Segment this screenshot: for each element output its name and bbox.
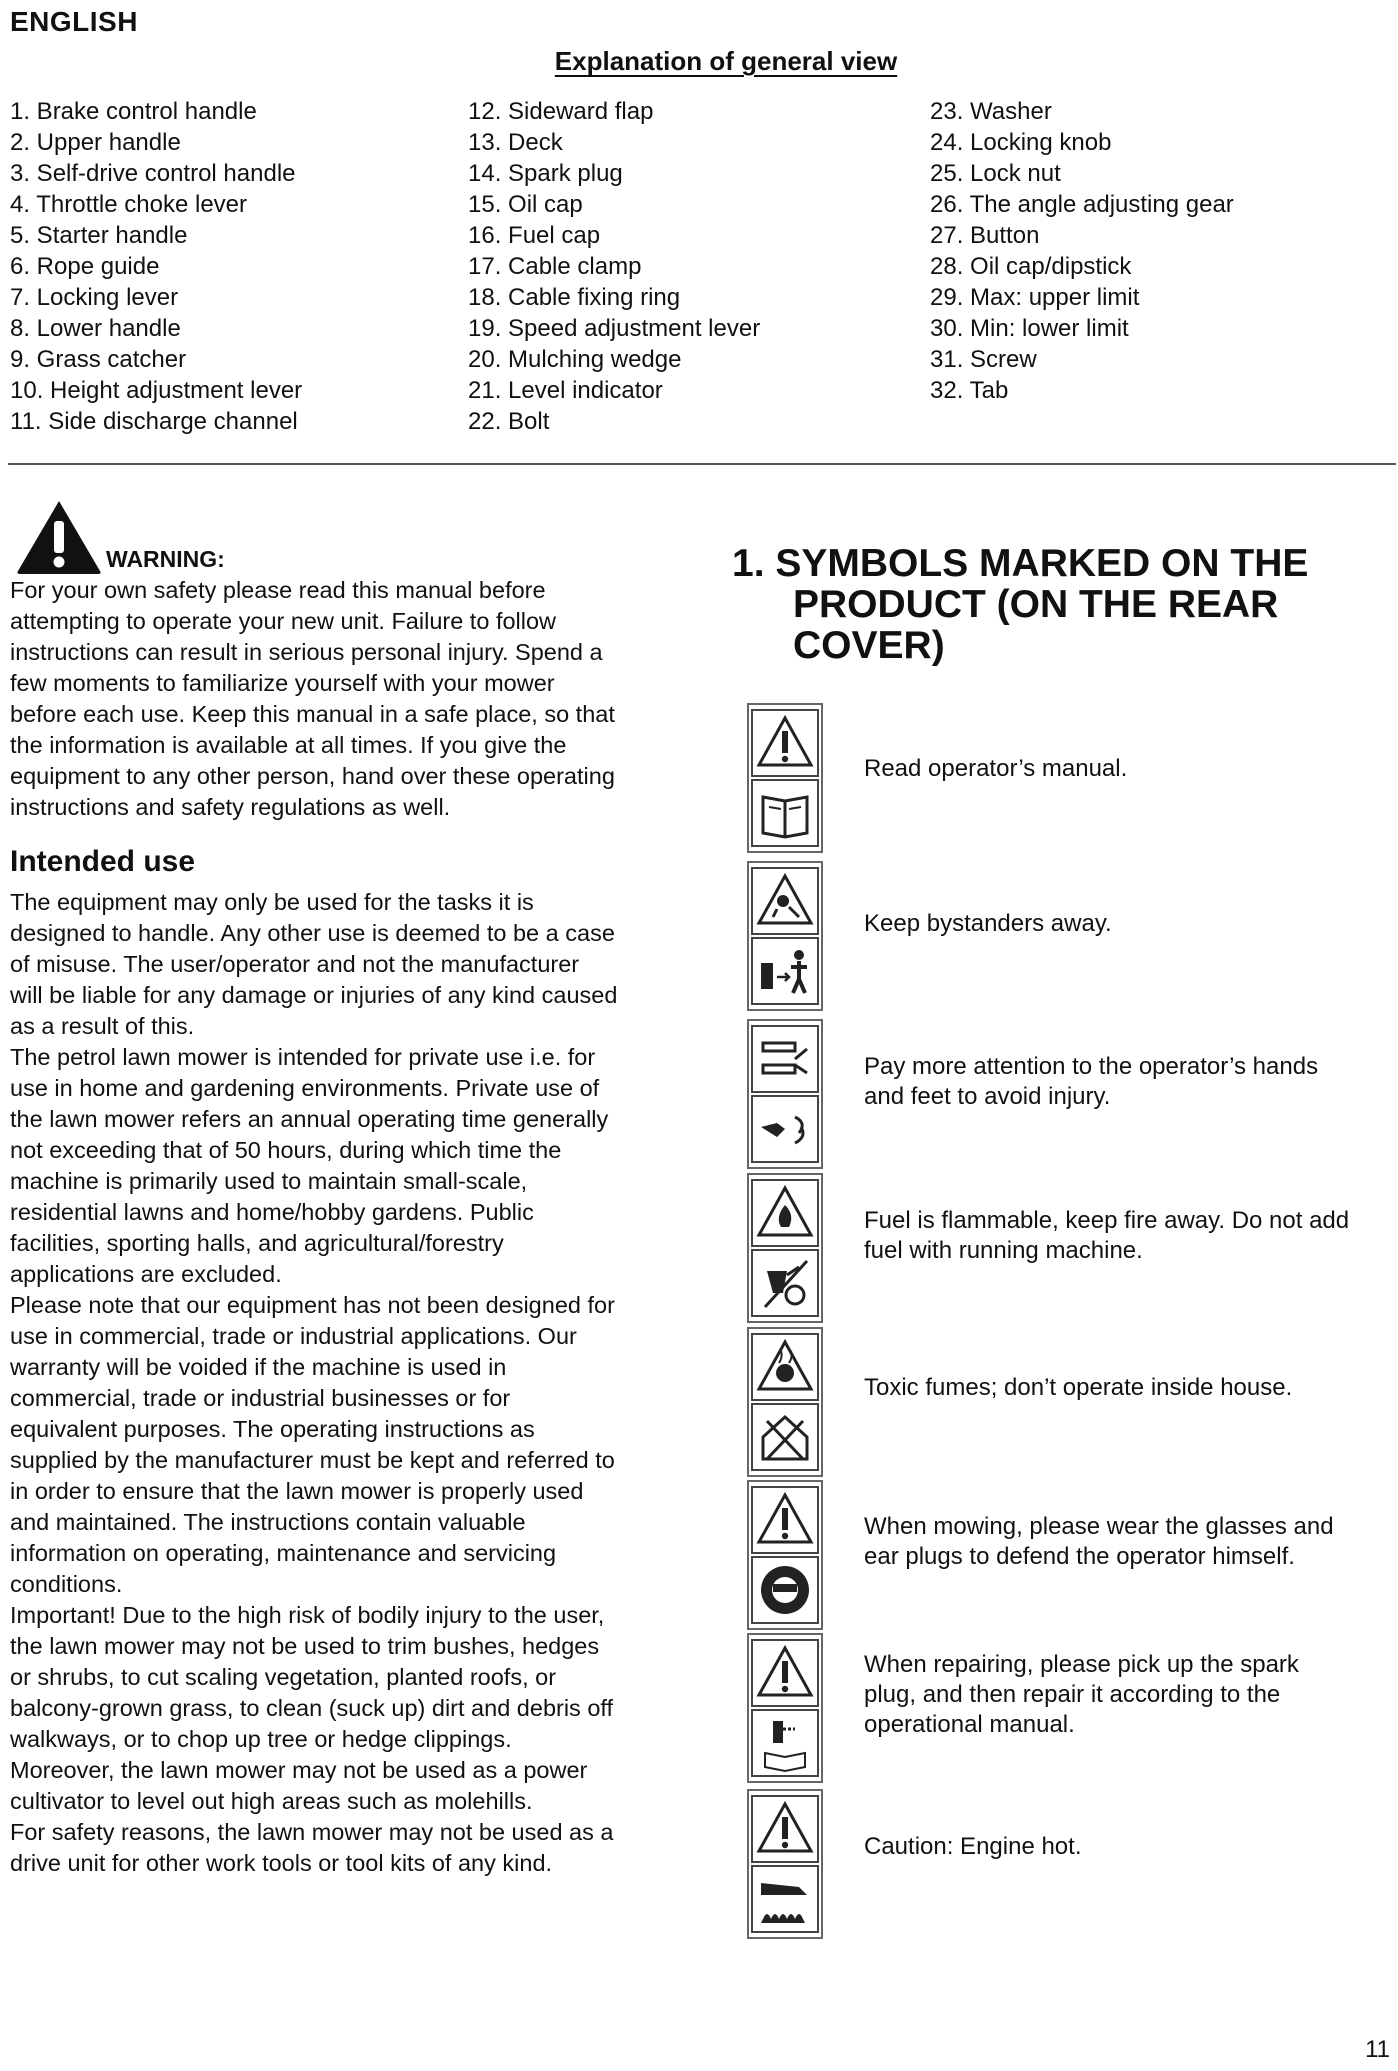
- text-line: When repairing, please pick up the spark: [864, 1651, 1299, 1678]
- hand-blade-icon: [751, 1025, 819, 1093]
- text-line: equivalent purposes. The operating instructions as: [10, 1416, 535, 1442]
- thrown-objects-icon: [751, 867, 819, 935]
- parts-list-item: 29. Max: upper limit: [930, 284, 1140, 311]
- text-line: commercial, trade or industrial businesses or for: [10, 1385, 511, 1411]
- text-line: Fuel is flammable, keep fire away. Do not add: [864, 1207, 1350, 1234]
- hot-surface-icon: [751, 1865, 819, 1933]
- symbol-description: [864, 1206, 1384, 1266]
- parts-list-item: 8. Lower handle: [10, 315, 181, 342]
- parts-list-item: 1. Brake control handle: [10, 98, 257, 125]
- parts-list-item: 25. Lock nut: [930, 160, 1061, 187]
- parts-list-item: 31. Screw: [930, 346, 1037, 373]
- toxic-fumes-icon: [751, 1333, 819, 1401]
- text-line: residential lawns and home/hobby gardens. Public: [10, 1199, 534, 1225]
- text-line: before each use. Keep this manual in a safe place, so that: [10, 701, 615, 727]
- section-divider: [8, 463, 1396, 465]
- foot-blade-icon: [751, 1095, 819, 1163]
- parts-list-item: 20. Mulching wedge: [468, 346, 682, 373]
- text-line: Please note that our equipment has not been designed for: [10, 1292, 615, 1318]
- parts-list-item: 14. Spark plug: [468, 160, 623, 187]
- text-line: fuel with running machine.: [864, 1237, 1143, 1264]
- title-line: PRODUCT (ON THE REAR: [793, 583, 1279, 626]
- parts-list-item: 9. Grass catcher: [10, 346, 187, 373]
- parts-list-item: 6. Rope guide: [10, 253, 160, 280]
- no-refuel-running-icon: [751, 1249, 819, 1317]
- eye-ear-protection-icon: [751, 1556, 819, 1624]
- bystander-distance-icon: [751, 937, 819, 1005]
- general-view-title: Explanation of general view: [554, 46, 898, 76]
- text-line: cultivator to level out high areas such as molehills.: [10, 1788, 533, 1814]
- symbol-description: [864, 909, 1384, 939]
- parts-list-col3: [930, 96, 1234, 406]
- symbol-graphic: [747, 1633, 823, 1783]
- text-line: When mowing, please wear the glasses and: [864, 1513, 1334, 1540]
- warning-triangle-icon: [751, 1795, 819, 1863]
- text-line: of misuse. The user/operator and not the manufacturer: [10, 951, 580, 977]
- text-line: The equipment may only be used for the tasks it is: [10, 889, 534, 915]
- text-line: the information is available at all times. If you give the: [10, 732, 567, 758]
- warning-triangle-icon: [751, 709, 819, 777]
- symbol-description: [864, 1052, 1384, 1112]
- parts-list-item: 3. Self-drive control handle: [10, 160, 296, 187]
- language-label: ENGLISH: [10, 6, 138, 37]
- text-line: drive unit for other work tools or tool kits of any kind.: [10, 1850, 553, 1876]
- text-line: not exceeding that of 50 hours, during which time the: [10, 1137, 562, 1163]
- text-line: Keep bystanders away.: [864, 910, 1112, 937]
- parts-list-item: 21. Level indicator: [468, 377, 663, 404]
- parts-list-item: 15. Oil cap: [468, 191, 583, 218]
- text-line: conditions.: [10, 1571, 123, 1597]
- text-line: and maintained. The instructions contain valuable: [10, 1509, 526, 1535]
- symbol-description: [864, 1832, 1384, 1862]
- text-line: Moreover, the lawn mower may not be used as a power: [10, 1757, 588, 1783]
- text-line: instructions and safety regulations as well.: [10, 794, 451, 820]
- parts-list-item: 23. Washer: [930, 98, 1052, 125]
- text-line: Read operator’s manual.: [864, 755, 1128, 782]
- text-line: The petrol lawn mower is intended for private use i.e. for: [10, 1044, 596, 1070]
- symbol-graphic: [747, 703, 823, 853]
- symbol-graphic: [747, 861, 823, 1011]
- text-line: information on operating, maintenance and servicing: [10, 1540, 557, 1566]
- text-line: ear plugs to defend the operator himself.: [864, 1543, 1295, 1570]
- parts-list-item: 24. Locking knob: [930, 129, 1112, 156]
- symbol-graphic: [747, 1019, 823, 1169]
- text-line: designed to handle. Any other use is deemed to be a case: [10, 920, 615, 946]
- text-line: supplied by the manufacturer must be kept and referred to: [10, 1447, 615, 1473]
- title-line: 1. SYMBOLS MARKED ON THE: [732, 542, 1309, 585]
- symbol-description: [864, 1650, 1384, 1740]
- text-line: attempting to operate your new unit. Failure to follow: [10, 608, 557, 634]
- warning-triangle-icon: [751, 1639, 819, 1707]
- symbol-description: [864, 754, 1384, 784]
- warning-triangle-icon: [14, 497, 104, 575]
- text-line: will be liable for any damage or injuries of any kind caused: [10, 982, 618, 1008]
- parts-list-item: 18. Cable fixing ring: [468, 284, 681, 311]
- intended-use-text: [10, 887, 670, 1879]
- flammable-icon: [751, 1179, 819, 1247]
- text-line: walkways, or to chop up tree or hedge clippings.: [10, 1726, 512, 1752]
- text-line: instructions can result in serious personal injury. Spend a: [10, 639, 603, 665]
- symbol-graphic: [747, 1789, 823, 1939]
- text-line: For your own safety please read this manual before: [10, 577, 546, 603]
- parts-list-item: 32. Tab: [930, 377, 1009, 404]
- symbols-section-title: [732, 543, 1372, 666]
- text-line: in order to ensure that the lawn mower is properly used: [10, 1478, 584, 1504]
- text-line: few moments to familiarize yourself with your mower: [10, 670, 555, 696]
- symbol-description: [864, 1373, 1384, 1403]
- text-line: balcony-grown grass, to clean (suck up) dirt and debris off: [10, 1695, 614, 1721]
- parts-list-item: 13. Deck: [468, 129, 563, 156]
- text-line: the lawn mower refers an annual operating time generally: [10, 1106, 609, 1132]
- text-line: plug, and then repair it according to the: [864, 1681, 1281, 1708]
- text-line: Caution: Engine hot.: [864, 1833, 1082, 1860]
- parts-list-item: 17. Cable clamp: [468, 253, 642, 280]
- text-line: machine is primarily used to maintain small-scale,: [10, 1168, 528, 1194]
- text-line: Important! Due to the high risk of bodily injury to the user,: [10, 1602, 605, 1628]
- text-line: facilities, sporting halls, and agricultural/forestry: [10, 1230, 504, 1256]
- symbol-graphic: [747, 1173, 823, 1323]
- parts-list-col2: [468, 96, 760, 437]
- parts-list-item: 11. Side discharge channel: [10, 408, 298, 435]
- text-line: Pay more attention to the operator’s hands: [864, 1053, 1319, 1080]
- parts-list-item: 19. Speed adjustment lever: [468, 315, 761, 342]
- text-line: and feet to avoid injury.: [864, 1083, 1111, 1110]
- parts-list-item: 16. Fuel cap: [468, 222, 601, 249]
- intended-use-heading: Intended use: [10, 845, 196, 878]
- warning-text: [10, 575, 670, 823]
- title-line: COVER): [793, 624, 945, 667]
- text-line: use in home and gardening environments. Private use of: [10, 1075, 600, 1101]
- text-line: the lawn mower may not be used to trim bushes, hedges: [10, 1633, 600, 1659]
- warning-header: [10, 497, 670, 575]
- parts-list-item: 4. Throttle choke lever: [10, 191, 248, 218]
- left-column: [10, 497, 670, 1879]
- text-line: applications are excluded.: [10, 1261, 282, 1287]
- text-line: operational manual.: [864, 1711, 1075, 1738]
- symbol-description: [864, 1512, 1384, 1572]
- text-line: warranty will be voided if the machine is used in: [10, 1354, 507, 1380]
- no-indoor-operation-icon: [751, 1403, 819, 1471]
- parts-list-item: 30. Min: lower limit: [930, 315, 1129, 342]
- page-number: 11: [1365, 2036, 1390, 2063]
- text-line: as a result of this.: [10, 1013, 195, 1039]
- symbol-graphic: [747, 1480, 823, 1630]
- symbol-graphic: [747, 1327, 823, 1477]
- text-line: equipment to any other person, hand over these operating: [10, 763, 615, 789]
- parts-list-item: 5. Starter handle: [10, 222, 188, 249]
- text-line: use in commercial, trade or industrial applications. Our: [10, 1323, 577, 1349]
- parts-list-col1: [10, 96, 302, 437]
- parts-list-item: 7. Locking lever: [10, 284, 179, 311]
- parts-list-item: 12. Sideward flap: [468, 98, 654, 125]
- parts-list-item: 28. Oil cap/dipstick: [930, 253, 1132, 280]
- parts-list-item: 2. Upper handle: [10, 129, 181, 156]
- warning-label: WARNING:: [106, 546, 225, 572]
- manual-book-icon: [751, 779, 819, 847]
- spark-plug-manual-icon: [751, 1709, 819, 1777]
- parts-list-item: 10. Height adjustment lever: [10, 377, 303, 404]
- parts-list-item: 27. Button: [930, 222, 1040, 249]
- parts-list-item: 22. Bolt: [468, 408, 550, 435]
- text-line: or shrubs, to cut scaling vegetation, planted roofs, or: [10, 1664, 557, 1690]
- warning-triangle-icon: [751, 1486, 819, 1554]
- text-line: For safety reasons, the lawn mower may not be used as a: [10, 1819, 614, 1845]
- text-line: Toxic fumes; don’t operate inside house.: [864, 1374, 1293, 1401]
- parts-list-item: 26. The angle adjusting gear: [930, 191, 1234, 218]
